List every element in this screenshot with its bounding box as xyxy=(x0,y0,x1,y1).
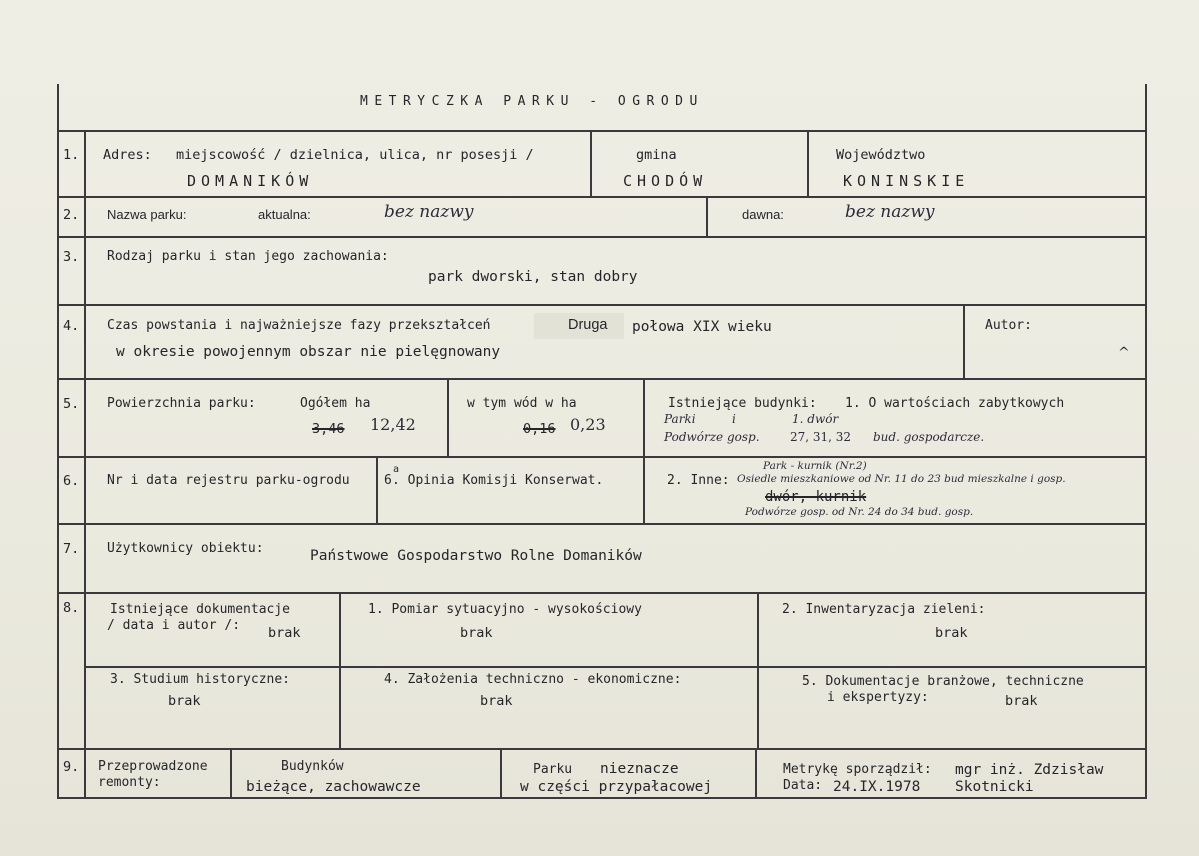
divider xyxy=(757,592,759,748)
history-label: Czas powstania i najważniejsze fazy przekształceń xyxy=(107,318,491,333)
technical-label: 4. Założenia techniczno - ekonomiczne: xyxy=(384,672,682,687)
branch-docs-value: brak xyxy=(1005,693,1038,709)
total-area-old: 3,46 xyxy=(312,421,345,437)
divider xyxy=(376,456,378,523)
former-name-label: dawna: xyxy=(742,207,784,222)
divider xyxy=(755,748,757,797)
divider xyxy=(57,748,1147,750)
handwritten-manor: 1. dwór xyxy=(792,412,839,426)
frame-left xyxy=(57,84,59,798)
divider xyxy=(57,196,1147,198)
buildings-historic: 1. O wartościach zabytkowych xyxy=(845,396,1065,411)
row-number: 7. xyxy=(63,541,80,557)
row-number: 3. xyxy=(63,249,80,265)
number-column-divider xyxy=(84,130,86,797)
divider xyxy=(643,378,645,523)
author-label: Autor: xyxy=(985,318,1032,333)
history-value-2: w okresie powojennym obszar nie pielęgnowany xyxy=(116,344,501,360)
divider xyxy=(57,304,1147,306)
handwritten-housing: Osiedle mieszkaniowe od Nr. 11 do 23 bud mieszkalne i gosp. xyxy=(737,473,1066,485)
current-name-label: aktualna: xyxy=(258,207,311,222)
history-value-a: Druga xyxy=(568,317,608,333)
handwritten-parks: Parki xyxy=(664,412,696,426)
row-number: 8. xyxy=(63,600,80,616)
handwritten-farmyard: Podwórze gosp. xyxy=(664,430,760,444)
buildings-label: Istniejące budynki: xyxy=(668,396,817,411)
address-hint: miejscowość / dzielnica, ulica, nr posesji / xyxy=(176,147,534,163)
docs-value: brak xyxy=(268,625,301,641)
park-type-value: park dworski, stan dobry xyxy=(428,269,638,285)
water-area-new: 0,23 xyxy=(570,415,606,434)
handwritten-numbers: 27, 31, 32 xyxy=(790,430,852,444)
docs-label-1: Istniejące dokumentacje xyxy=(110,602,291,617)
divider xyxy=(230,748,232,797)
form-title: METRYCZKA PARKU - OGRODU xyxy=(360,94,704,109)
divider xyxy=(57,236,1147,238)
divider xyxy=(57,592,1147,594)
divider xyxy=(57,378,1147,380)
other-label: 2. Inne: xyxy=(667,473,730,488)
survey-value: brak xyxy=(460,625,493,641)
handwritten-farm-buildings: bud. gospodarcze. xyxy=(873,430,985,444)
technical-value: brak xyxy=(480,693,513,709)
handwritten-park-coop: Park - kurnik (Nr.2) xyxy=(763,460,867,472)
row-number: 2. xyxy=(63,207,80,223)
current-name-value: bez nazwy xyxy=(384,202,474,222)
opinion-number: 6 xyxy=(384,473,392,488)
address-label: Adres: xyxy=(103,147,152,163)
greenery-label: 2. Inwentaryzacja zieleni: xyxy=(782,602,986,617)
divider xyxy=(57,523,1147,525)
history-value-b: połowa XIX wieku xyxy=(632,319,772,335)
divider xyxy=(706,196,708,236)
history-study-value: brak xyxy=(168,693,201,709)
frame-right xyxy=(1145,84,1147,798)
voivodeship-label: Województwo xyxy=(836,147,926,163)
repairs-label-1: Przeprowadzone xyxy=(98,759,208,774)
park-name-label: Nazwa parku: xyxy=(107,207,187,222)
date-value: 24.IX.1978 xyxy=(833,779,921,795)
divider xyxy=(500,748,502,797)
divider xyxy=(84,666,1147,668)
row-number: 4. xyxy=(63,318,80,334)
park-repairs-label: Parku xyxy=(533,762,573,777)
address-value: DOMANIKÓW xyxy=(187,172,314,190)
history-study-label: 3. Studium historyczne: xyxy=(110,672,291,687)
divider xyxy=(57,130,1147,132)
repairs-label-2: remonty: xyxy=(98,775,161,790)
row-number: 1. xyxy=(63,147,80,163)
divider xyxy=(57,456,1147,458)
commune-value: CHODÓW xyxy=(623,172,708,190)
frame-bottom xyxy=(57,797,1147,799)
opinion-superscript: a xyxy=(393,464,400,475)
survey-label: 1. Pomiar sytuacyjno - wysokościowy xyxy=(368,602,642,617)
prepared-by-surname: Skotnicki xyxy=(955,779,1034,795)
divider xyxy=(339,592,341,748)
users-value: Państwowe Gospodarstwo Rolne Domaników xyxy=(310,548,642,564)
row-number: 5. xyxy=(63,396,80,412)
commune-label: gmina xyxy=(636,147,677,163)
park-repairs-value-1: nieznacze xyxy=(600,761,679,777)
greenery-value: brak xyxy=(935,625,968,641)
author-mark: ^ xyxy=(1118,345,1130,361)
handwritten-and: i xyxy=(732,412,736,426)
users-label: Użytkownicy obiektu: xyxy=(107,541,264,556)
handwritten-farmyard-range: Podwórze gosp. od Nr. 24 do 34 bud. gosp. xyxy=(745,506,974,518)
branch-docs-label-2: i ekspertyzy: xyxy=(827,690,929,705)
divider xyxy=(590,130,592,196)
former-name-value: bez nazwy xyxy=(845,202,935,222)
row-number: 6. xyxy=(63,473,80,489)
water-area-old: 0,16 xyxy=(523,421,556,437)
divider xyxy=(807,130,809,196)
divider xyxy=(963,304,965,378)
park-repairs-value-2: w części przypałacowej xyxy=(520,779,713,795)
water-area-label: w tym wód w ha xyxy=(467,396,577,411)
voivodeship-value: KONINSKIE xyxy=(843,172,970,190)
buildings-repairs-label: Budynków xyxy=(281,759,344,774)
docs-label-2: / data i autor /: xyxy=(107,618,241,633)
park-type-label: Rodzaj parku i stan jego zachowania: xyxy=(107,249,389,264)
register-label: Nr i data rejestru parku-ogrodu xyxy=(107,473,350,488)
row-number: 9. xyxy=(63,759,80,775)
divider xyxy=(447,378,449,456)
total-area-label: Ogółem ha xyxy=(300,396,371,411)
manor-coop-struck: dwór, kurnik xyxy=(765,489,867,505)
prepared-by-name: mgr inż. Zdzisław xyxy=(955,762,1104,778)
prepared-by-label: Metrykę sporządził: xyxy=(783,762,932,777)
opinion-label: . Opinia Komisji Konserwat. xyxy=(392,473,604,488)
total-area-new: 12,42 xyxy=(370,415,416,434)
area-label: Powierzchnia parku: xyxy=(107,396,256,411)
branch-docs-label-1: 5. Dokumentacje branżowe, techniczne xyxy=(802,674,1084,689)
date-label: Data: xyxy=(783,778,823,793)
buildings-repairs-value: bieżące, zachowawcze xyxy=(246,779,421,795)
